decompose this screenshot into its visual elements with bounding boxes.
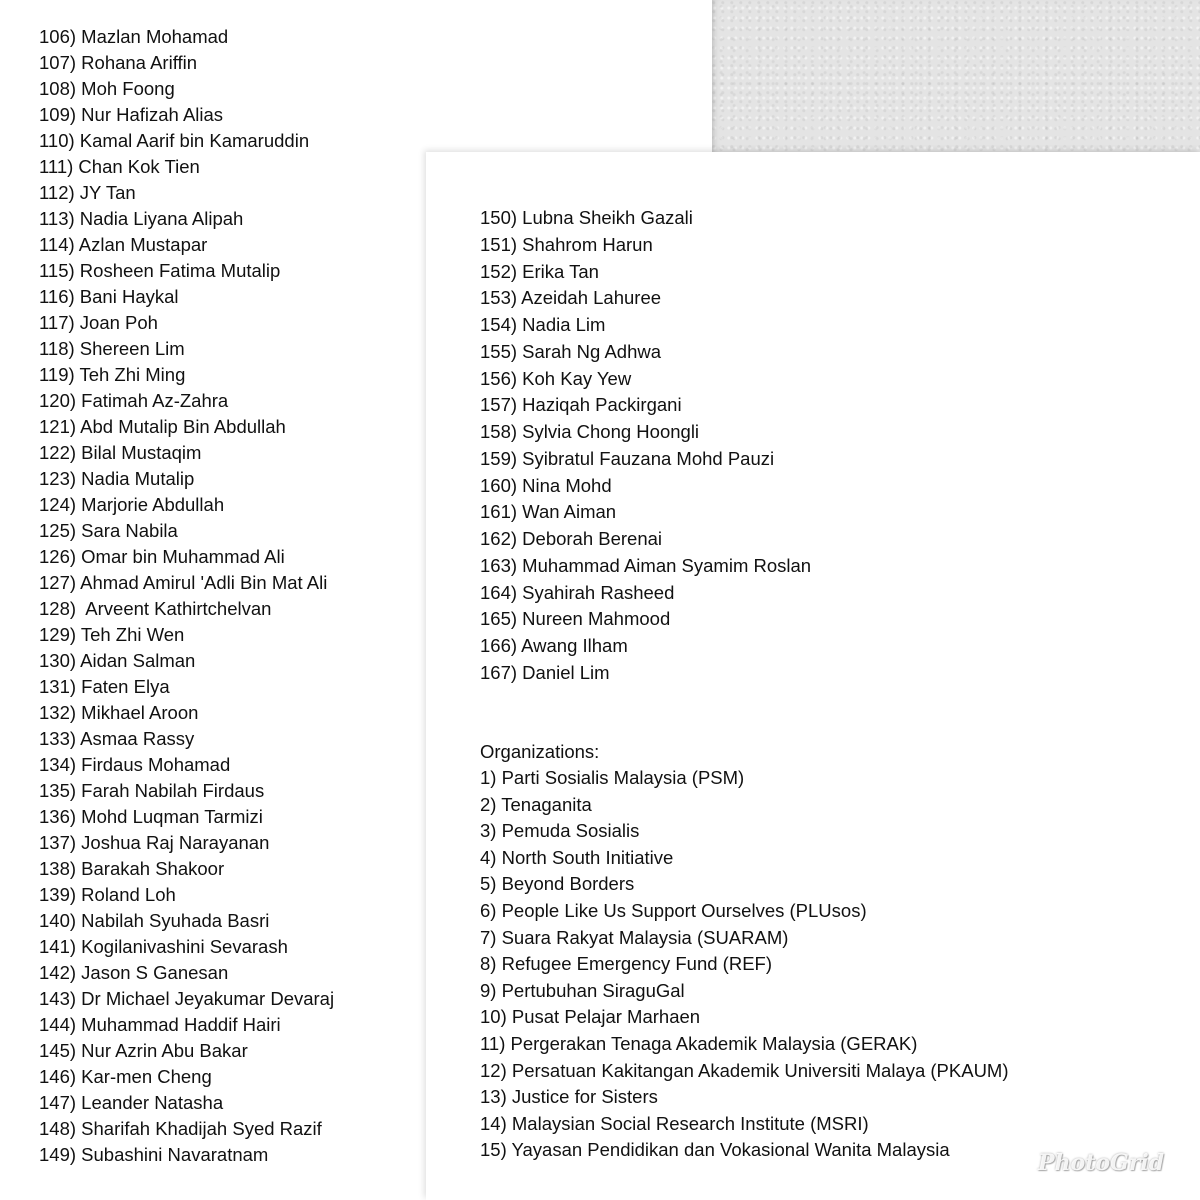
organization-list-item: 5) Beyond Borders [480, 873, 635, 895]
signatory-list-item: 118) Shereen Lim [39, 338, 185, 359]
organization-list-item: 1) Parti Sosialis Malaysia (PSM) [480, 767, 745, 788]
signatory-list-item: 146) Kar-men Cheng [39, 1066, 212, 1087]
signatory-list-item: 120) Fatimah Az-Zahra [39, 390, 229, 411]
signatory-list-item: 155) Sarah Ng Adhwa [480, 340, 662, 362]
signatory-list-item: 161) Wan Aiman [480, 501, 617, 523]
organization-list-item: 7) Suara Rakyat Malaysia (SUARAM) [480, 926, 789, 948]
signatory-list-item: 130) Aidan Salman [39, 650, 196, 671]
signatory-list-item: 164) Syahirah Rasheed [480, 581, 675, 603]
organization-list-item: 13) Justice for Sisters [480, 1086, 658, 1108]
signatory-list-item: 138) Barakah Shakoor [39, 858, 225, 879]
signatory-list-item: 129) Teh Zhi Wen [39, 624, 185, 645]
signatory-list-item: 147) Leander Natasha [39, 1092, 224, 1113]
signatory-list-item: 107) Rohana Ariffin [39, 52, 198, 73]
signatory-list-item: 123) Nadia Mutalip [39, 468, 195, 489]
signatory-list-item: 113) Nadia Liyana Alipah [39, 208, 244, 229]
signatory-list-item: 159) Syibratul Fauzana Mohd Pauzi [480, 447, 775, 469]
signatory-list-item: 111) Chan Kok Tien [39, 156, 200, 177]
signatory-list-item: 112) JY Tan [39, 182, 136, 203]
signatory-list-item: 128) Arveent Kathirtchelvan [39, 598, 272, 619]
signatory-list-right [480, 205, 811, 687]
signatory-list-item: 163) Muhammad Aiman Syamim Roslan [480, 554, 812, 576]
signatory-list-item: 144) Muhammad Haddif Hairi [39, 1014, 281, 1035]
signatory-list-item: 124) Marjorie Abdullah [39, 494, 225, 515]
organization-list-item: 11) Pergerakan Tenaga Akademik Malaysia (GERAK) [480, 1032, 918, 1054]
signatory-list-item: 151) Shahrom Harun [480, 233, 653, 255]
signatory-list-item: 110) Kamal Aarif bin Kamaruddin [39, 130, 310, 151]
signatory-list-item: 145) Nur Azrin Abu Bakar [39, 1040, 248, 1061]
organization-list-item: 10) Pusat Pelajar Marhaen [480, 1006, 701, 1028]
organization-list-item: 8) Refugee Emergency Fund (REF) [480, 953, 773, 975]
organization-list-item: 2) Tenaganita [480, 793, 592, 815]
signatory-list-item: 126) Omar bin Muhammad Ali [39, 546, 285, 567]
signatory-list-left [39, 24, 334, 1168]
organization-list-item: 15) Yayasan Pendidikan dan Vokasional Wanita Malaysia [480, 1139, 950, 1161]
textured-background [712, 0, 1200, 152]
signatory-list-item: 133) Asmaa Rassy [39, 728, 195, 749]
signatory-list-item: 135) Farah Nabilah Firdaus [39, 780, 265, 801]
signatory-list-item: 114) Azlan Mustapar [39, 234, 208, 255]
signatory-list-item: 108) Moh Foong [39, 78, 175, 99]
signatory-list-item: 119) Teh Zhi Ming [39, 364, 186, 385]
signatory-list-item: 125) Sara Nabila [39, 520, 178, 541]
organizations-list [480, 765, 1009, 1164]
organization-list-item: 12) Persatuan Kakitangan Akademik Universiti Malaya (PKAUM) [480, 1059, 1009, 1081]
signatory-list-item: 158) Sylvia Chong Hoongli [480, 421, 700, 442]
signatory-list-item: 117) Joan Poh [39, 312, 158, 333]
organization-list-item: 9) Pertubuhan SiraguGal [480, 979, 685, 1001]
signatory-list-item: 106) Mazlan Mohamad [39, 26, 229, 47]
organizations-heading: Organizations: [480, 741, 600, 762]
signatory-list-item: 131) Faten Elya [39, 676, 170, 697]
signatory-list-item: 127) Ahmad Amirul 'Adli Bin Mat Ali [39, 572, 328, 593]
signatory-list-item: 139) Roland Loh [39, 884, 176, 905]
signatory-list-item: 152) Erika Tan [480, 260, 599, 282]
signatory-list-item: 143) Dr Michael Jeyakumar Devaraj [39, 988, 335, 1009]
signatory-list-item: 160) Nina Mohd [480, 474, 612, 496]
signatory-list-item: 153) Azeidah Lahuree [480, 287, 662, 309]
signatory-list-item: 166) Awang Ilham [480, 635, 628, 656]
signatory-list-item: 142) Jason S Ganesan [39, 962, 229, 983]
signatory-list-item: 136) Mohd Luqman Tarmizi [39, 806, 263, 827]
signatory-list-item: 140) Nabilah Syuhada Basri [39, 910, 270, 931]
photogrid-watermark: PhotoGrid [1038, 1150, 1165, 1176]
signatory-list-item: 148) Sharifah Khadijah Syed Razif [39, 1118, 322, 1139]
signatory-list-item: 157) Haziqah Packirgani [480, 394, 682, 416]
signatory-list-item: 150) Lubna Sheikh Gazali [480, 207, 693, 228]
signatory-list-item: 121) Abd Mutalip Bin Abdullah [39, 416, 286, 437]
signatory-list-item: 156) Koh Kay Yew [480, 367, 632, 389]
signatory-list-item: 137) Joshua Raj Narayanan [39, 832, 270, 853]
organization-list-item: 3) Pemuda Sosialis [480, 820, 640, 842]
signatory-list-item: 134) Firdaus Mohamad [39, 754, 231, 775]
signatory-list-item: 165) Nureen Mahmood [480, 608, 671, 630]
signatory-list-item: 141) Kogilanivashini Sevarash [39, 936, 288, 957]
signatory-list-item: 162) Deborah Berenai [480, 528, 663, 549]
signatory-list-item: 154) Nadia Lim [480, 314, 606, 335]
signatory-list-item: 167) Daniel Lim [480, 661, 610, 683]
organization-list-item: 14) Malaysian Social Research Institute (MSRI) [480, 1112, 869, 1134]
signatory-list-item: 115) Rosheen Fatima Mutalip [39, 260, 281, 281]
signatory-list-item: 149) Subashini Navaratnam [39, 1144, 269, 1165]
organization-list-item: 4) North South Initiative [480, 846, 674, 868]
signatory-list-item: 132) Mikhael Aroon [39, 702, 199, 723]
signatory-list-item: 116) Bani Haykal [39, 286, 179, 307]
organization-list-item: 6) People Like Us Support Ourselves (PLUsos) [480, 899, 867, 921]
signatory-list-item: 109) Nur Hafizah Alias [39, 104, 224, 125]
signatory-list-item: 122) Bilal Mustaqim [39, 442, 202, 463]
